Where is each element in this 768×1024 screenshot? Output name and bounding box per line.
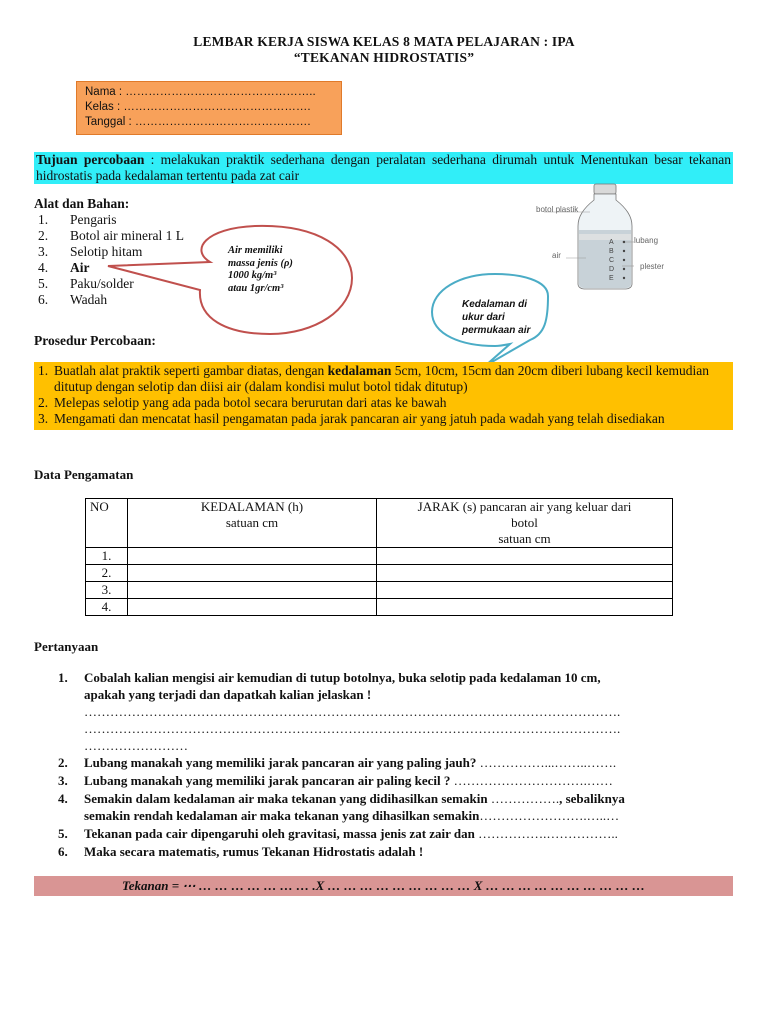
question-3: 3. Lubang manakah yang memiliki jarak pancaran air paling kecil ? ………………………….…… — [58, 773, 613, 788]
question-5: 5. Tekanan pada cair dipengaruhi oleh gravitasi, massa jenis zat zair dan …………….…………….. — [58, 826, 618, 841]
hole-c — [623, 259, 625, 261]
bottle-letter: D — [609, 266, 615, 273]
question-1: 1. Cobalah kalian mengisi air kemudian di tutup botolnya, buka selotip pada kedalaman 10 cm, apakah yang terjadi dan dapatkah kalian jelaskan ! ……………………………………………………………………………………………………………. ……………………………………………………………………………………………………………. …………………… — [0, 669, 768, 754]
jarak-cell[interactable] — [377, 548, 673, 565]
list-item: 2. Botol air mineral 1 L — [38, 228, 184, 243]
answer-line[interactable]: …………….…………….. — [478, 826, 618, 841]
table-header — [86, 499, 673, 548]
label-plester: plester — [640, 262, 665, 271]
question-6: 6. Maka secara matematis, rumus Tekanan Hidrostatis adalah ! — [58, 844, 424, 859]
table-row: 1. — [86, 548, 673, 565]
hole-d — [623, 268, 625, 270]
question-2: 2. Lubang manakah yang memiliki jarak pancaran air yang paling jauh? ……………...……..……. — [58, 755, 617, 770]
callout-kedalaman-text: Kedalaman di ukur dari permukaan air — [462, 299, 531, 336]
list-item: 1. Pengaris — [38, 212, 117, 227]
col-jarak: JARAK (s) pancaran air yang keluar dari botol satuan cm — [377, 499, 673, 548]
prosedur-step: 2. Melepas selotip yang ada pada botol secara berurutan dari atas ke bawah — [38, 395, 447, 410]
col-no: NO — [86, 499, 128, 548]
data-pengamatan-heading: Data Pengamatan — [34, 467, 134, 482]
bottle-label — [579, 234, 631, 240]
worksheet-subtitle: “TEKANAN HIDROSTATIS” — [293, 50, 475, 65]
jarak-cell[interactable] — [377, 582, 673, 599]
observation-table — [85, 498, 673, 616]
tujuan-label: Tujuan percobaan — [36, 152, 145, 167]
alat-heading: Alat dan Bahan: — [34, 196, 130, 211]
list-item: 6. Wadah — [38, 292, 108, 307]
label-air: air — [552, 251, 561, 260]
formula-bar[interactable]: Tekanan = ⋯ … … … … … … … .X … … … … … … … … … X … … … … … … … … … … — [34, 876, 733, 896]
answer-line[interactable]: ……………………………………………………………………………………………………………. — [84, 704, 621, 719]
question-4: 4. Semakin dalam kedalaman air maka tekanan yang didihasilkan semakin ……………., sebaliknya semakin rendah kedalaman air maka tekanan yang dihasilkan semakin…………………….…..… — [58, 791, 625, 823]
answer-line[interactable]: ……………………………………………………………………………………………………………. — [84, 721, 621, 736]
answer-line[interactable]: …………………… — [84, 738, 188, 753]
kedalaman-cell[interactable] — [128, 599, 377, 616]
worksheet-title: LEMBAR KERJA SISWA KELAS 8 MATA PELAJARAN : IPA — [193, 34, 575, 49]
callout-air-text: Air memiliki massa jenis (ρ) 1000 kg/m³ atau 1gr/cm³ — [228, 245, 293, 294]
label-botol-plastik: botol plastik — [536, 205, 579, 214]
nama-field[interactable]: Nama : ………………………………………….. — [85, 86, 316, 98]
kedalaman-cell[interactable] — [128, 582, 377, 599]
answer-line[interactable]: ……………. — [490, 791, 560, 806]
jarak-cell[interactable] — [377, 565, 673, 582]
label-lubang: lubang — [634, 236, 659, 245]
list-item: 3. Selotip hitam — [38, 244, 143, 259]
list-item: 4. Air — [38, 260, 90, 275]
tanggal-field[interactable]: Tanggal : ………………………………………. — [85, 116, 311, 128]
kedalaman-cell[interactable] — [128, 548, 377, 565]
jarak-cell[interactable] — [377, 599, 673, 616]
bottle-letter: E — [609, 275, 614, 282]
bottle-letter: C — [609, 257, 615, 264]
prosedur-step: 3. Mengamati dan mencatat hasil pengamatan pada jarak pancaran air yang jatuh pada wadah yang telah disediakan — [38, 411, 665, 426]
answer-line[interactable]: ……………...……..……. — [479, 755, 617, 770]
prosedur-step: 1. Buatlah alat praktik seperti gambar diatas, dengan kedalaman 5cm, 10cm, 15cm dan 20cm diberi lubang kecil kemudian ditutup dengan selotip dan diisi air (dalam kondisi mulut botol tidak ditutup) — [38, 363, 709, 394]
bottle-figure — [530, 180, 690, 290]
tujuan-text: : melakukan praktik sederhana dengan peralatan sederhana dirumah untuk Menentukan besar tekanan hidrostatis pada kedalaman tertentu pada zat cair — [36, 152, 731, 183]
pertanyaan-heading: Pertanyaan — [34, 639, 99, 654]
bottle-letter: A — [609, 239, 614, 246]
prosedur-heading: Prosedur Percobaan: — [34, 333, 156, 348]
prosedur-box — [34, 362, 733, 430]
list-item: 5. Paku/solder — [38, 276, 134, 291]
hole-a — [623, 241, 625, 243]
col-kedalaman: KEDALAMAN (h) satuan cm — [128, 499, 377, 548]
hole-e — [623, 277, 625, 279]
table-row: 2. — [86, 565, 673, 582]
answer-line[interactable]: ………………………….…… — [453, 773, 613, 788]
kedalaman-cell[interactable] — [128, 565, 377, 582]
bottle-cap — [594, 184, 616, 194]
bottle-letter: B — [609, 248, 614, 255]
table-row: 4. — [86, 599, 673, 616]
hole-b — [623, 250, 625, 252]
answer-line[interactable]: …………………….…..… — [479, 808, 620, 823]
kelas-field[interactable]: Kelas : …………………………………………. — [85, 101, 311, 113]
table-row: 3. — [86, 582, 673, 599]
